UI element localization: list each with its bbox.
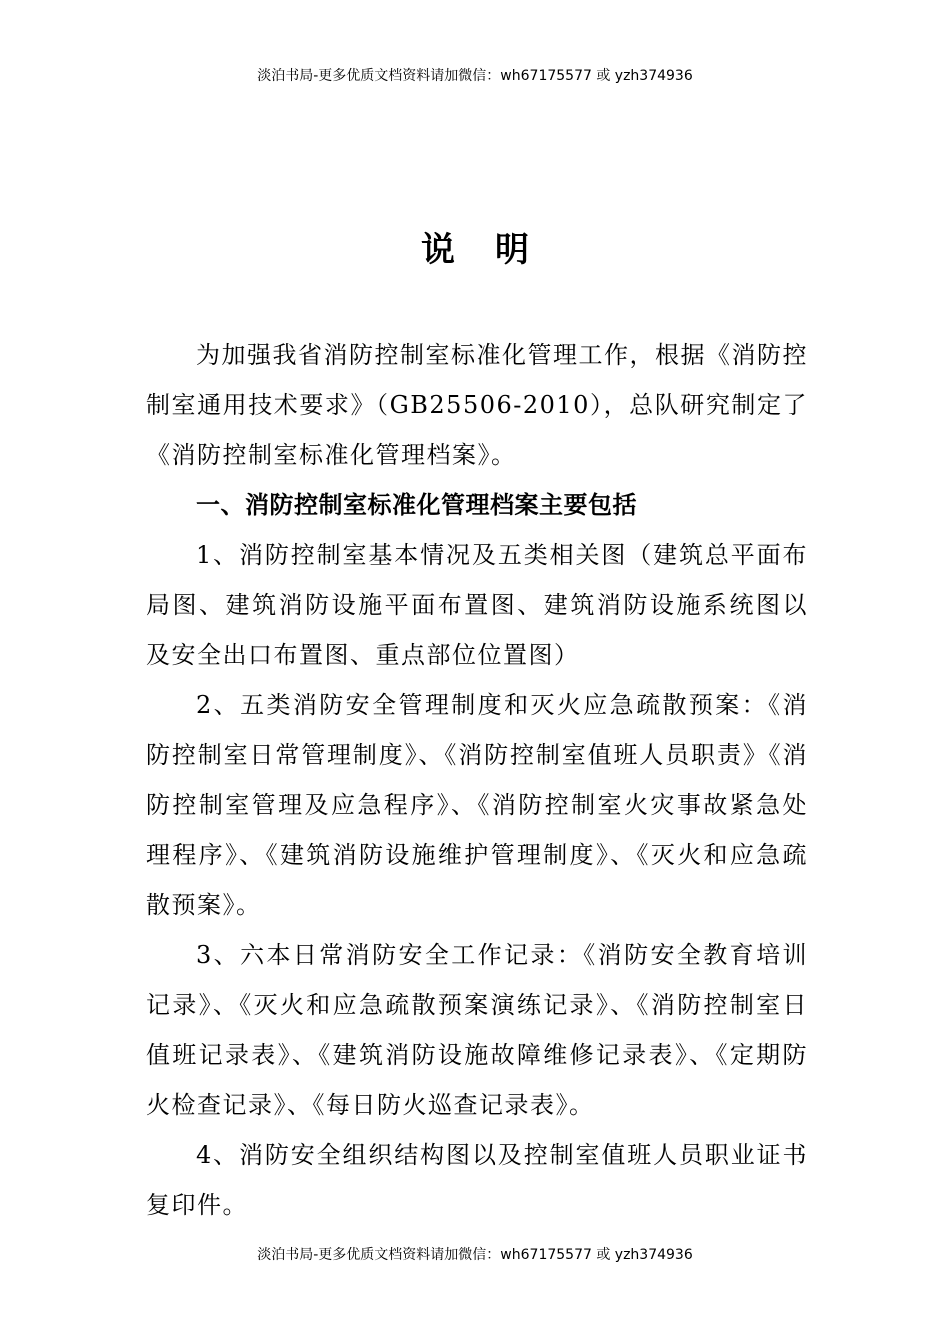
page-header-watermark: 淡泊书局-更多优质文档资料请加微信：wh67175577 或 yzh374936 (257, 68, 693, 84)
page-title (0, 226, 950, 274)
title-char-2: 明 (495, 230, 529, 270)
list-item-2: 2、五类消防安全管理制度和灭火应急疏散预案：《消防控制室日常管理制度》、《消防控制室值班人员职责》《消防控制室管理及应急程序》、《消防控制室火灾事故紧急处理程序》、《建筑消防设施维护管理制度》、《灭火和应急疏散预案》。 (146, 691, 808, 919)
list-item-1: 1、消防控制室基本情况及五类相关图（建筑总平面布局图、建筑消防设施平面布置图、建筑消防设施系统图以及安全出口布置图、重点部位位置图） (146, 541, 808, 669)
title-char-1: 说 (421, 230, 455, 270)
page-footer-watermark: 淡泊书局-更多优质文档资料请加微信：wh67175577 或 yzh374936 (257, 1247, 693, 1263)
intro-paragraph: 为加强我省消防控制室标准化管理工作，根据《消防控制室通用技术要求》（GB25506-2010），总队研究制定了《消防控制室标准化管理档案》。 (146, 341, 808, 469)
document-body (146, 330, 808, 1230)
section-heading: 一、消防控制室标准化管理档案主要包括 (196, 491, 637, 519)
list-item-3: 3、六本日常消防安全工作记录：《消防安全教育培训记录》、《灭火和应急疏散预案演练记录》、《消防控制室日值班记录表》、《建筑消防设施故障维修记录表》、《定期防火检查记录》、《每日防火巡查记录表》。 (146, 941, 808, 1119)
list-item-4: 4、消防安全组织结构图以及控制室值班人员职业证书复印件。 (146, 1141, 808, 1219)
